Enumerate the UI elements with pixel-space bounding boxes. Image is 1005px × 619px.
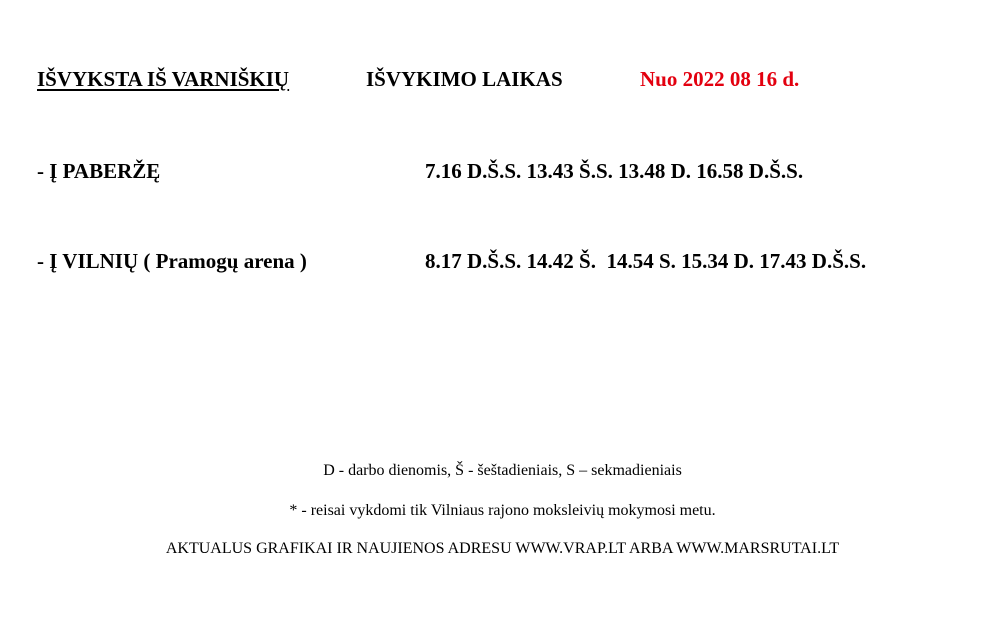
departure-time-heading: IŠVYKIMO LAIKAS — [366, 67, 563, 91]
footnote: * - reisai vykdomi tik Vilniaus rajono moksleivių mokymosi metu. — [289, 502, 716, 519]
route-destination: - Į VILNIŲ ( Pramogų arena ) — [37, 249, 307, 273]
route-departure-times: 7.16 D.Š.S. 13.43 Š.S. 13.48 D. 16.58 D.Š.S. — [425, 159, 804, 183]
route-destination: - Į PABERŽĘ — [37, 159, 161, 183]
day-legend: D - darbo dienomis, Š - šeštadieniais, S – sekmadieniais — [323, 462, 682, 479]
valid-from-date: Nuo 2022 08 16 d. — [640, 67, 800, 91]
info-websites: AKTUALUS GRAFIKAI IR NAUJIENOS ADRESU WWW.VRAP.LT ARBA WWW.MARSRUTAI.LT — [165, 540, 840, 557]
route-departure-times: 8.17 D.Š.S. 14.42 Š. 14.54 S. 15.34 D. 17.43 D.Š.S. — [425, 249, 867, 273]
departs-from-heading: IŠVYKSTA IŠ VARNIŠKIŲ — [37, 67, 290, 91]
